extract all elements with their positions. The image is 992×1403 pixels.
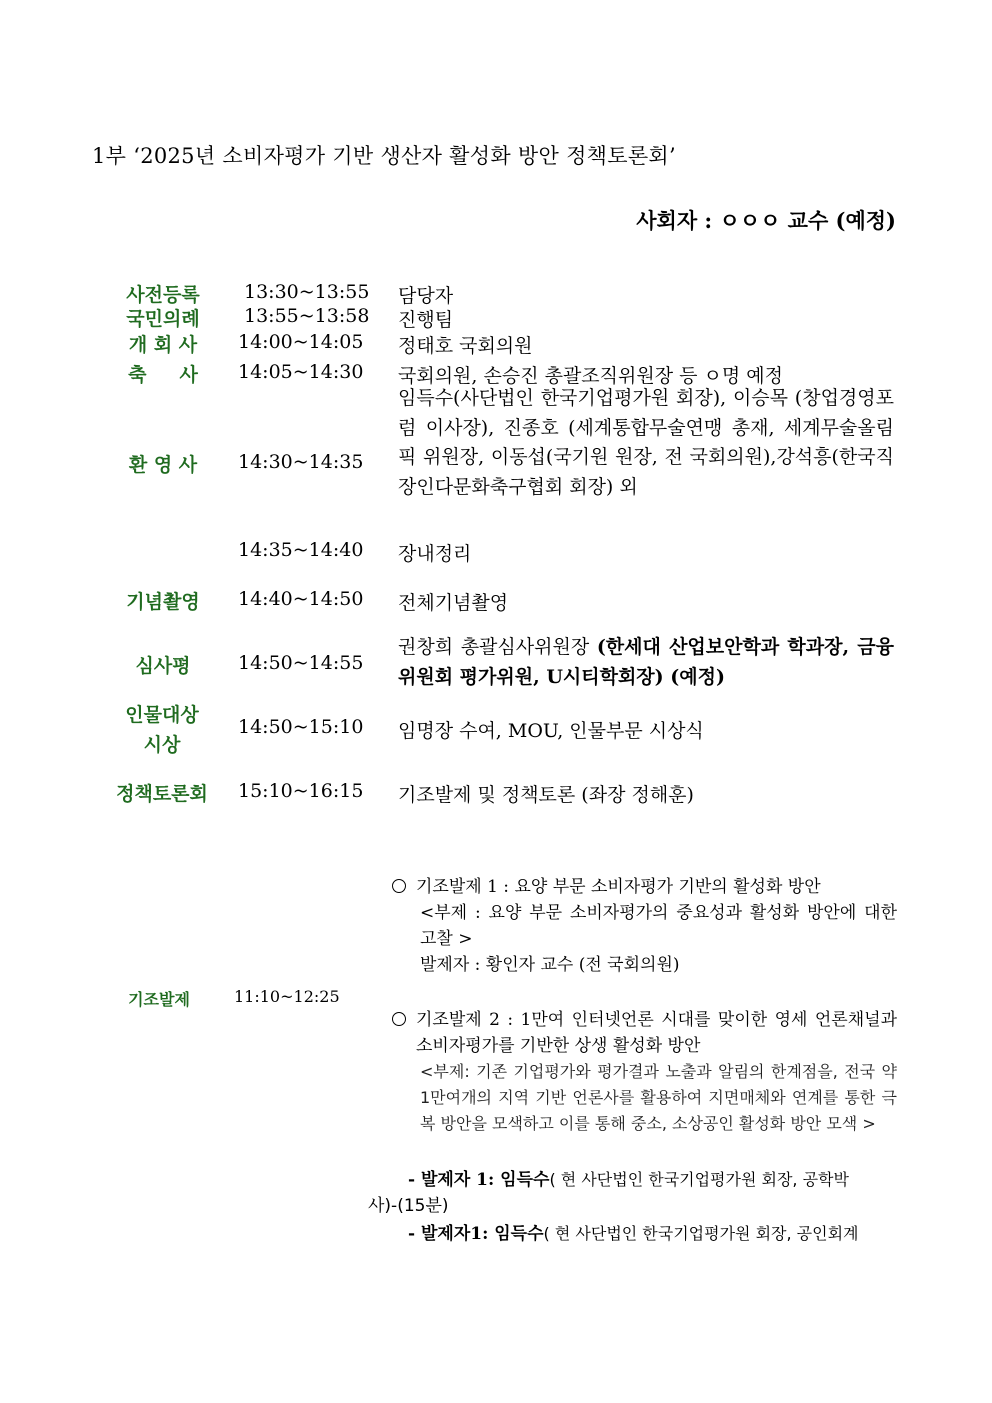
keynote-heading: 기조발제 2 : 1만여 인터넷언론 시대를 맞이한 영세 언론채널과 소비자평가를 기반한 상생 활성화 방안 [416,1010,897,1056]
presenter-name: - 발제자1: 임득수 [408,1224,544,1244]
schedule-label: 심사평 [135,655,191,677]
schedule-time: 14:30~14:35 [238,451,364,473]
schedule-time: 15:10~16:15 [238,780,364,802]
keynote-time: 11:10~12:25 [234,987,340,1006]
schedule-desc: 기조발제 및 정책토론 (좌장 정해훈) [398,784,694,806]
presenter-continued: 사)-(15분) [368,1196,449,1216]
schedule-desc: 장내정리 [398,543,472,565]
keynote-item [392,1007,897,1137]
judge-affiliation: (한세대 산업보안학과 학과장, 금융위원회 평가위원, U시티학회장) (예정) [398,636,894,688]
schedule-desc [398,633,894,692]
keynote-item [392,874,897,978]
presenter-affiliation: ( 현 사단법인 한국기업평가원 회장, 공인회계 [543,1224,859,1243]
judge-name: 권창희 총괄심사위원장 [398,636,590,658]
schedule-desc: 정태호 국회의원 [398,335,533,357]
keynote-subtitle: <부제 : 요양 부문 소비자평가의 중요성과 활성화 방안에 대한 고찰 > [420,903,897,949]
schedule-label: 인물대상 [125,704,199,726]
keynote-heading: 기조발제 1 : 요양 부문 소비자평가 기반의 활성화 방안 [416,877,821,897]
schedule-time: 13:55~13:58 [244,305,370,327]
schedule-time: 13:30~13:55 [244,281,370,303]
presenter-name: - 발제자 1: 임득수 [408,1170,550,1190]
schedule-desc: 임득수(사단법인 한국기업평가원 회장), 이승목 (창업경영포럼 이사장), 진종호 (세계통합무술연맹 총재, 세계무술올림픽 위원장, 이동섭(국기원 원장, 전 국회의원),강석흥(한국직장인다문화축구협회 회장) 외 [398,387,894,498]
schedule-time: 14:05~14:30 [238,361,364,383]
presenter-line [408,1167,849,1193]
schedule-time: 14:40~14:50 [238,588,364,610]
schedule-label: 환 영 사 [128,454,198,476]
schedule-desc: 전체기념촬영 [398,592,509,614]
circle-bullet-icon [392,879,406,893]
schedule-desc: 임명장 수여, MOU, 인물부문 시상식 [398,720,704,742]
keynote-subtitle: <부제: 기존 기업평가와 평가결과 노출과 알림의 한계점을, 전국 약 1만여개의 지역 기반 언론사를 활용하여 지면매체와 연계를 통한 극복 방안을 모색하고 이를 통해 중소, 소상공인 활성화 방안 모색 > [420,1062,897,1133]
moderator: 사회자 : ㅇㅇㅇ 교수 (예정) [636,208,896,233]
schedule-label: 시상 [143,734,181,756]
schedule-time: 14:35~14:40 [238,539,364,561]
presenter-affiliation: ( 현 사단법인 한국기업평가원 회장, 공학박 [549,1170,849,1189]
schedule-desc: 국회의원, 손승진 총괄조직위원장 등 ㅇ명 예정 [398,365,783,387]
keynote-presenter: 발제자 : 황인자 교수 (전 국회의원) [420,955,680,975]
schedule-time: 14:50~14:55 [238,652,364,674]
schedule-desc: 진행팀 [398,309,454,331]
schedule-label: 개 회 사 [128,334,198,356]
schedule-time: 14:50~15:10 [238,716,364,738]
schedule-label: 국민의례 [126,308,200,330]
circle-bullet-icon [392,1012,406,1026]
keynote-label: 기조발제 [128,990,190,1009]
page-title: 1부 ‘2025년 소비자평가 기반 생산자 활성화 방안 정책토론회’ [92,144,676,168]
presenter-line [408,1221,859,1247]
schedule-label: 기념촬영 [126,591,200,613]
schedule-desc: 담당자 [398,285,454,307]
schedule-time: 14:00~14:05 [238,331,364,353]
schedule-label: 사전등록 [126,284,200,306]
schedule-label: 축 사 [128,364,198,386]
schedule-label: 정책토론회 [116,783,208,805]
